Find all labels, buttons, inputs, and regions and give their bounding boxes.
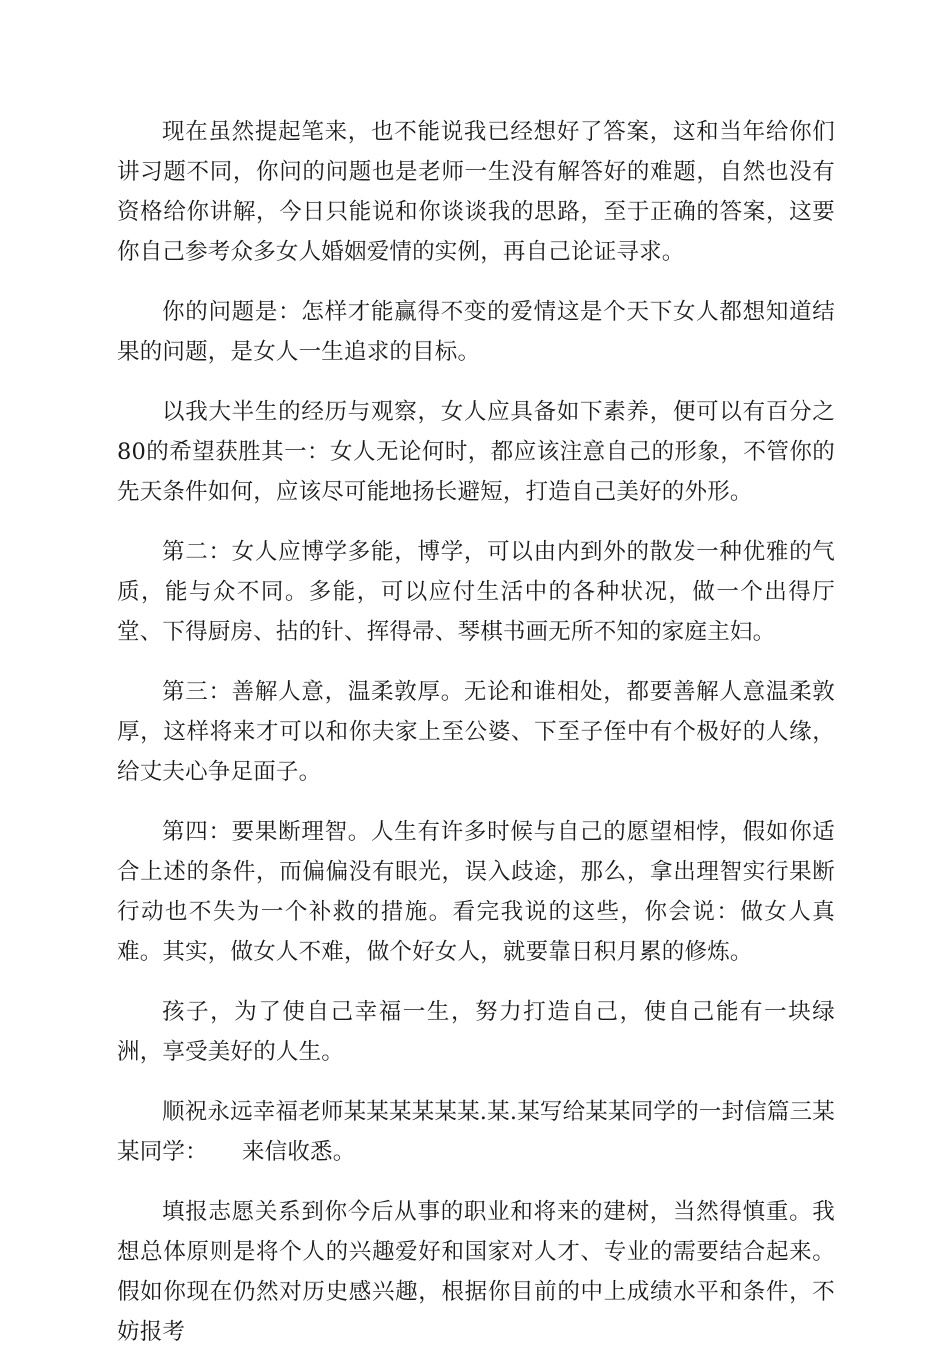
paragraph-closing: 顺祝永远幸福老师某某某某某某.某.某写给某某同学的一封信篇三某某同学： 来信收悉。: [117, 1099, 836, 1165]
paragraph-intro: 现在虽然提起笔来，也不能说我已经想好了答案，这和当年给你们讲习题不同，你问的问题也是老师一生没有解答好的难题，自然也没有资格给你讲解，今日只能说和你谈谈我的思路，至于正确的答案，这要你自己参考众多女人婚姻爱情的实例，再自己论证寻求。: [117, 119, 835, 265]
paragraph-point-four: 第四：要果断理智。人生有许多时候与自己的愿望相悖，假如你适合上述的条件，而偏偏没有眼光，误入歧途，那么，拿出理智实行果断行动也不失为一个补救的措施。看完我说的这些，你会说：做女人真难。其实，做女人不难，做个好女人，就要靠日积月累的修炼。: [117, 819, 835, 965]
paragraph-point-two: 第二：女人应博学多能，博学，可以由内到外的散发一种优雅的气质，能与众不同。多能，可以应付生活中的各种状况，做一个出得厅堂、下得厨房、拈的针、挥得帚、琴棋书画无所不知的家庭主妇。: [117, 539, 835, 645]
document-page: [117, 112, 835, 1352]
paragraph-question: 你的问题是：怎样才能赢得不变的爱情这是个天下女人都想知道结果的问题，是女人一生追求的目标。: [117, 299, 835, 365]
paragraph-point-three: 第三：善解人意，温柔敦厚。无论和谁相处，都要善解人意温柔敦厚，这样将来才可以和你夫家上至公婆、下至子侄中有个极好的人缘，给丈夫心争足面子。: [117, 679, 835, 785]
paragraph-next-letter: 填报志愿关系到你今后从事的职业和将来的建树，当然得慎重。我想总体原则是将个人的兴趣爱好和国家对人才、专业的需要结合起来。假如你现在仍然对历史感兴趣，根据你目前的中上成绩水平和条件，不妨报考: [117, 1199, 835, 1345]
paragraph-encouragement: 孩子，为了使自己幸福一生，努力打造自己，使自己能有一块绿洲，享受美好的人生。: [117, 999, 835, 1065]
paragraph-point-one: 以我大半生的经历与观察，女人应具备如下素养，便可以有百分之80的希望获胜其一：女人无论何时，都应该注意自己的形象，不管你的先天条件如何，应该尽可能地扬长避短，打造自己美好的外形。: [117, 399, 835, 505]
